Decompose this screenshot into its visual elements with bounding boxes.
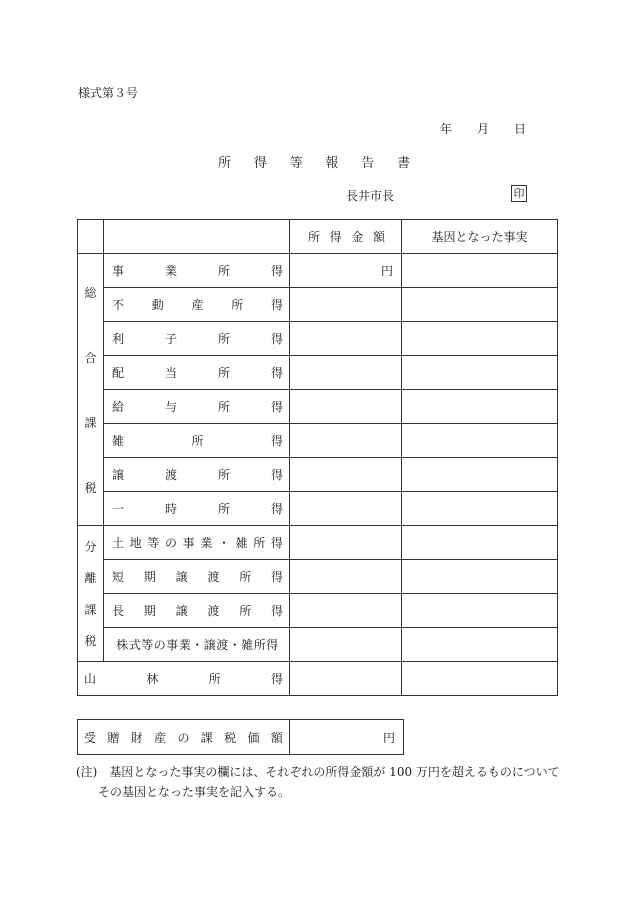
header-cause: 基因となった事実 [402,220,558,254]
row-label: 給 与 所 得 [104,390,290,424]
amount-cell[interactable] [290,390,402,424]
document-title [218,152,410,171]
row-label: 短 期 譲 渡 所 得 [104,560,290,594]
cause-cell[interactable] [402,594,558,628]
table-row [78,560,558,594]
table-header-row [78,220,558,254]
cause-cell[interactable] [402,628,558,662]
amount-cell[interactable] [290,424,402,458]
row-label: 長 期 譲 渡 所 得 [104,594,290,628]
row-label: 利 子 所 得 [104,322,290,356]
date-year-label: 年 [440,122,453,136]
cause-cell[interactable] [402,322,558,356]
table-row [78,322,558,356]
title-char: 所 [218,156,232,171]
date-day-label: 日 [513,122,526,136]
amount-cell[interactable] [290,356,402,390]
cause-cell[interactable] [402,560,558,594]
row-label: 一 時 所 得 [104,492,290,526]
table-row [78,628,558,662]
cause-cell[interactable] [402,390,558,424]
income-table [77,219,558,696]
date-month-label: 月 [476,122,489,136]
amount-cell[interactable] [290,662,402,696]
date-line [440,120,526,137]
row-label: 配 当 所 得 [104,356,290,390]
title-char: 得 [253,156,267,171]
row-label: 事 業 所 得 [104,254,290,288]
table-row [78,254,558,288]
amount-cell[interactable]: 円 [290,254,402,288]
amount-cell[interactable] [290,594,402,628]
cause-cell[interactable] [402,662,558,696]
title-char: 報 [325,156,339,171]
form-number: 様式第３号 [78,86,139,100]
row-label-forest: 山 林 所 得 [78,662,290,696]
addressee: 長井市長 [346,189,395,203]
title-char: 書 [396,156,410,171]
table-row [78,458,558,492]
cause-cell[interactable] [402,526,558,560]
row-label: 土 地 等 の 事 業 ・ 雑 所 得 [104,526,290,560]
gift-table [77,719,404,755]
table-row [78,288,558,322]
footnote [76,762,560,802]
footnote-line: その基因となった事実を記入する。 [98,785,291,799]
amount-cell[interactable] [290,288,402,322]
header-empty-cell [104,220,290,254]
cause-cell[interactable] [402,356,558,390]
header-empty-cell [78,220,104,254]
footnote-line: (注) 基因となった事実の欄には、それぞれの所得金額が 100 万円を超えるものについて [76,765,560,779]
table-row [78,492,558,526]
row-label: 不 動 産 所 得 [104,288,290,322]
gift-amount-cell[interactable]: 円 [290,720,404,755]
row-label: 株式等の事業・譲渡・雑所得 [104,628,290,662]
cause-cell[interactable] [402,288,558,322]
table-row [78,424,558,458]
cause-cell[interactable] [402,458,558,492]
amount-cell[interactable] [290,628,402,662]
amount-cell[interactable] [290,560,402,594]
amount-cell[interactable] [290,526,402,560]
cause-cell[interactable] [402,254,558,288]
table-row [78,662,558,696]
table-row [78,720,404,755]
amount-cell[interactable] [290,322,402,356]
group-label-comprehensive: 総 合 課 税 [78,254,104,526]
seal-box: 印 [511,185,527,202]
group-label-separate: 分 離 課 税 [78,526,104,662]
table-row [78,356,558,390]
row-label: 譲 渡 所 得 [104,458,290,492]
table-row [78,594,558,628]
row-label: 雑 所 得 [104,424,290,458]
cause-cell[interactable] [402,492,558,526]
table-row [78,526,558,560]
title-char: 等 [289,156,303,171]
amount-cell[interactable] [290,458,402,492]
amount-cell[interactable] [290,492,402,526]
gift-label: 受 贈 財 産 の 課 税 価 額 [78,720,290,755]
table-row [78,390,558,424]
header-amount: 所 得 金 額 [290,220,402,254]
cause-cell[interactable] [402,424,558,458]
title-char: 告 [361,156,375,171]
